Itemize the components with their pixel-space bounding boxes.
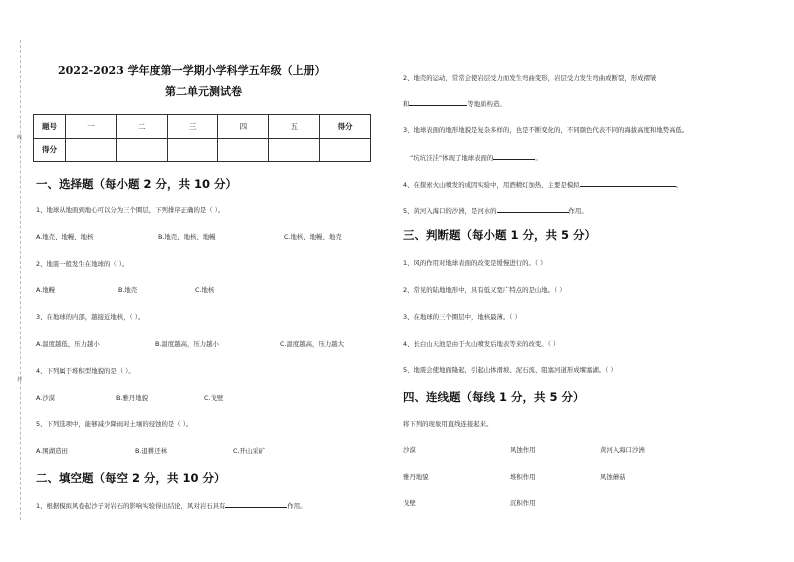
judge-item: 5、地震会使地面隆起，引起山体滑坡、泥石流、阻塞河道形成堰塞湖。（ ） bbox=[403, 366, 617, 374]
option[interactable]: A.围湖造田 bbox=[36, 447, 68, 455]
score-table bbox=[33, 114, 371, 162]
question-text: 3、地球表面的地形地貌是复杂多样的，也是不断变化的，不同颜色代表不同的海拔高度和地势高低。 bbox=[403, 126, 689, 134]
option[interactable]: C.温度越高，压力越大 bbox=[280, 340, 345, 348]
question-text: 4、在探索火山喷发的成因实验中，用酒精灯加热，主要是模拟 bbox=[403, 181, 580, 189]
score-cell: 五 bbox=[269, 115, 320, 139]
instruction-text: 将下列的现象用直线连接起来。 bbox=[403, 420, 493, 428]
option[interactable]: C.地核、地幔、地壳 bbox=[284, 233, 342, 241]
score-cell: 一 bbox=[66, 115, 117, 139]
fill-question bbox=[403, 179, 682, 189]
option[interactable]: A.温度越低，压力越小 bbox=[36, 340, 100, 348]
question-stem: 2、地震一般发生在地球的（ ）。 bbox=[36, 260, 129, 268]
question-text: 作用。 bbox=[568, 207, 588, 215]
binding-margin bbox=[0, 0, 26, 562]
question-stem: 3、在地球的内部，越接近地核，（ ）。 bbox=[36, 313, 145, 321]
score-cell: 得分 bbox=[320, 115, 371, 139]
match-item[interactable]: 风蚀蘑菇 bbox=[600, 473, 626, 481]
option[interactable]: A.地幔 bbox=[36, 286, 56, 294]
score-cell: 二 bbox=[116, 115, 167, 139]
fill-question bbox=[403, 98, 506, 108]
option[interactable]: B.退耕还林 bbox=[135, 447, 167, 455]
option[interactable]: C.戈壁 bbox=[204, 394, 224, 402]
match-item[interactable]: 黄河入海口沙洲 bbox=[600, 446, 645, 454]
score-input-cell[interactable] bbox=[269, 138, 320, 162]
score-input-cell[interactable] bbox=[167, 138, 218, 162]
option[interactable]: A.地壳、地幔、地核 bbox=[36, 233, 94, 241]
match-item[interactable]: 堆积作用 bbox=[510, 473, 536, 481]
score-cell: 题号 bbox=[34, 115, 66, 139]
option[interactable]: C.地核 bbox=[195, 286, 215, 294]
question-text: 作用。 bbox=[287, 502, 307, 510]
option[interactable]: A.沙漠 bbox=[36, 394, 56, 402]
question-text: “坑坑洼洼”体现了地球表面的 bbox=[410, 154, 494, 162]
fill-question bbox=[410, 152, 542, 162]
score-cell: 四 bbox=[218, 115, 269, 139]
match-item[interactable]: 雅丹地貌 bbox=[403, 473, 429, 481]
judge-item: 2、常见的陆地地形中，具有低又宽广特点的是山地。（ ） bbox=[403, 286, 566, 294]
section-heading: 一、选择题（每小题 2 分，共 10 分） bbox=[36, 177, 238, 191]
question-text: 等地质构造。 bbox=[467, 100, 506, 108]
question-text: 和 bbox=[403, 100, 410, 108]
exam-subtitle: 第二单元测试卷 bbox=[165, 85, 242, 98]
score-input-cell[interactable] bbox=[320, 138, 371, 162]
score-table-score-row bbox=[34, 138, 371, 162]
answer-blank[interactable] bbox=[409, 98, 467, 106]
answer-blank[interactable] bbox=[225, 500, 287, 508]
question-stem: 1、地球从地面到地心可以分为三个圈层，下列排序正确的是（ ）。 bbox=[36, 206, 225, 214]
score-table-header-row bbox=[34, 115, 371, 139]
score-input-cell[interactable] bbox=[116, 138, 167, 162]
question-text: 。 bbox=[675, 181, 683, 189]
score-input-cell[interactable] bbox=[218, 138, 269, 162]
binding-mark: 封 bbox=[17, 377, 23, 383]
question-stem: 4、下列属于堆积型地貌的是（ ）。 bbox=[36, 367, 135, 375]
match-item[interactable]: 戈壁 bbox=[403, 499, 416, 507]
judge-item: 3、在地球的三个圈层中，地核最薄。（ ） bbox=[403, 313, 521, 321]
section-heading: 二、填空题（每空 2 分，共 10 分） bbox=[36, 471, 226, 485]
score-cell: 得分 bbox=[34, 138, 66, 162]
match-item[interactable]: 风蚀作用 bbox=[510, 446, 536, 454]
fill-question bbox=[403, 205, 588, 215]
binding-mark: 线 bbox=[17, 135, 23, 141]
option[interactable]: B.地壳 bbox=[118, 286, 138, 294]
option[interactable]: B.地壳、地核、地幔 bbox=[158, 233, 216, 241]
question-text: 2、地壳的运动，常常会使岩层受力而发生弯曲变形，岩层受力发生弯曲或断裂，形成褶皱 bbox=[403, 74, 657, 82]
judge-item: 4、长白山天池是由于火山喷发后地表等来的改变。（ ） bbox=[403, 340, 560, 348]
question-text: 。 bbox=[535, 154, 542, 162]
match-item[interactable]: 沙漠 bbox=[403, 446, 416, 454]
question-stem: 5、下列选项中，能够减少降雨对土壤的侵蚀的是（ ）。 bbox=[36, 420, 193, 428]
binding-line bbox=[20, 40, 21, 520]
score-input-cell[interactable] bbox=[66, 138, 117, 162]
answer-blank[interactable] bbox=[580, 179, 676, 187]
judge-item: 1、风的作用对地球表面的改变是缓慢进行的。（ ） bbox=[403, 259, 547, 267]
section-heading: 三、判断题（每小题 1 分，共 5 分） bbox=[403, 228, 597, 242]
exam-title: 2022-2023 学年度第一学期小学科学五年级（上册） bbox=[58, 64, 326, 77]
question-text: 5、黄河入海口的沙洲，是河水的 bbox=[403, 207, 497, 215]
score-cell: 三 bbox=[167, 115, 218, 139]
option[interactable]: C.开山采矿 bbox=[233, 447, 266, 455]
option[interactable]: B.雅丹地貌 bbox=[116, 394, 148, 402]
match-item[interactable]: 沉积作用 bbox=[510, 499, 536, 507]
section-heading: 四、连线题（每线 1 分，共 5 分） bbox=[403, 390, 585, 404]
question-text: 1、根据模拟风卷起沙子对岩石的影响实验得出结论，风对岩石具有 bbox=[36, 502, 226, 510]
option[interactable]: B.温度越高，压力越小 bbox=[155, 340, 219, 348]
answer-blank[interactable] bbox=[497, 205, 569, 213]
answer-blank[interactable] bbox=[493, 152, 535, 160]
fill-question bbox=[36, 500, 307, 510]
